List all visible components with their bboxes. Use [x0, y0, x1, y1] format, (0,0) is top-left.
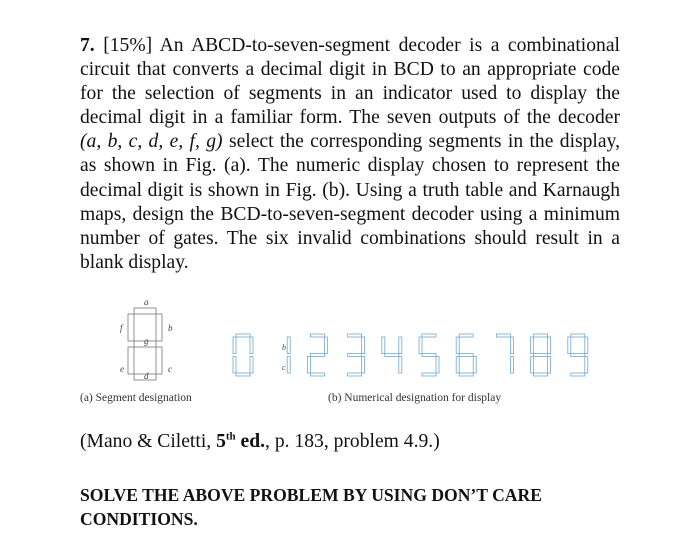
digit-8-segment-f — [531, 337, 534, 354]
display-digit-2 — [307, 334, 327, 376]
segment-label-g: g — [144, 336, 149, 346]
seven-segment-figure — [76, 292, 636, 414]
digit-4-segment-f — [382, 337, 385, 354]
digit-7-segment-b — [510, 337, 513, 354]
digit-6-segment-g — [459, 354, 473, 357]
citation — [80, 430, 440, 454]
digit-9-segment-b — [585, 337, 588, 354]
digit-3-segment-c — [362, 357, 365, 374]
digit-2-segment-d — [310, 373, 324, 376]
digit-2-segment-g — [310, 354, 324, 357]
display-digit-7 — [496, 334, 513, 373]
digit-8-segment-c — [548, 357, 551, 374]
segment-label-e: e — [120, 364, 124, 374]
digit-5-segment-c — [436, 357, 439, 374]
digit-one-label-b: b — [282, 343, 286, 352]
citation-open: (Mano & Ciletti, — [80, 431, 217, 452]
problem-text-rest: select the corresponding segments in the display, as shown in Fig. (a). The numeric display chosen to represent the decimal digit is shown in Fig. (b). Using a truth table and Karnaugh maps, design the BCD-to-seven-segment decoder using a minimum number of gates. The six invalid combinations should result in a blank display. — [80, 131, 620, 273]
digit-4-segment-c — [399, 357, 402, 374]
digit-2-segment-b — [324, 337, 327, 354]
segment-label-f: f — [120, 323, 123, 333]
digit-2-segment-a — [310, 334, 324, 337]
display-digit-0 — [233, 334, 253, 376]
digit-0-segment-f — [233, 337, 236, 354]
digit-6-segment-e — [456, 357, 459, 374]
digit-4-segment-g — [385, 354, 399, 357]
problem-number: 7. — [80, 35, 95, 56]
digit-0-segment-e — [233, 357, 236, 374]
digit-7-segment-a — [496, 334, 510, 337]
digit-2-segment-e — [307, 357, 310, 374]
segment-label-a: a — [144, 297, 149, 307]
digit-8-segment-g — [534, 354, 548, 357]
digit-4-segment-b — [399, 337, 402, 354]
digit-1-segment-b — [287, 337, 290, 354]
digit-6-segment-c — [473, 357, 476, 374]
instruction-text: SOLVE THE ABOVE PROBLEM BY USING DON’T CARE CONDITIONS. — [80, 485, 542, 529]
problem-weight: [15%] — [103, 35, 153, 56]
digit-3-segment-g — [348, 354, 362, 357]
digit-0-segment-c — [250, 357, 253, 374]
display-digit-5 — [419, 334, 439, 376]
digit-9-segment-f — [568, 337, 571, 354]
caption-segment-designation: (a) Segment designation — [80, 392, 192, 404]
segment-a — [134, 308, 156, 314]
digit-6-segment-f — [456, 337, 459, 354]
digit-5-segment-g — [422, 354, 436, 357]
digit-3-segment-a — [348, 334, 362, 337]
digit-one-label-c: c — [282, 363, 286, 372]
segment-designation-diagram — [120, 297, 173, 381]
digit-5-segment-d — [422, 373, 436, 376]
display-digit-8 — [531, 334, 551, 376]
display-digit-4 — [382, 337, 402, 373]
digit-0-segment-b — [250, 337, 253, 354]
display-digit-6 — [456, 334, 476, 376]
digit-5-segment-a — [422, 334, 436, 337]
problem-text-intro: An ABCD-to-seven-segment decoder is a combinational circuit that converts a decimal digit in BCD to an appropriate code for the selection of segments in an indicator used to display the decimal digit in a familiar form. The seven outputs of the decoder — [80, 35, 620, 129]
caption-numerical-designation: (b) Numerical designation for display — [328, 392, 502, 404]
digit-9-segment-d — [571, 373, 585, 376]
segment-e — [128, 347, 134, 374]
segment-label-b: b — [168, 323, 173, 333]
digit-8-segment-e — [531, 357, 534, 374]
digit-1-segment-c — [287, 357, 290, 374]
digit-8-segment-b — [548, 337, 551, 354]
digit-0-segment-d — [236, 373, 250, 376]
digit-9-segment-g — [571, 354, 585, 357]
citation-edition-number: 5 — [216, 431, 226, 452]
digit-6-segment-d — [459, 373, 473, 376]
segment-label-d: d — [144, 371, 149, 381]
digit-3-segment-d — [348, 373, 362, 376]
segment-f — [128, 314, 134, 341]
citation-rest: , p. 183, problem 4.9.) — [265, 431, 440, 452]
digit-9-segment-a — [571, 334, 585, 337]
digit-3-segment-b — [362, 337, 365, 354]
segment-label-c: c — [168, 364, 172, 374]
digit-8-segment-d — [534, 373, 548, 376]
citation-edition-suffix: th — [225, 430, 236, 443]
display-digit-1 — [287, 337, 290, 373]
segment-c — [156, 347, 162, 374]
digit-9-segment-c — [585, 357, 588, 374]
digit-5-segment-f — [419, 337, 422, 354]
citation-edition-word: ed. — [235, 431, 266, 452]
digit-8-segment-a — [534, 334, 548, 337]
display-digit-9 — [568, 334, 588, 376]
numeric-digit-display — [233, 334, 588, 376]
segment-b — [156, 314, 162, 341]
digit-6-segment-a — [459, 334, 473, 337]
digit-7-segment-c — [510, 357, 513, 374]
digit-0-segment-a — [236, 334, 250, 337]
decoder-outputs-list: (a, b, c, d, e, f, g) — [80, 131, 223, 153]
display-digit-3 — [348, 334, 365, 376]
problem-statement — [80, 34, 620, 275]
